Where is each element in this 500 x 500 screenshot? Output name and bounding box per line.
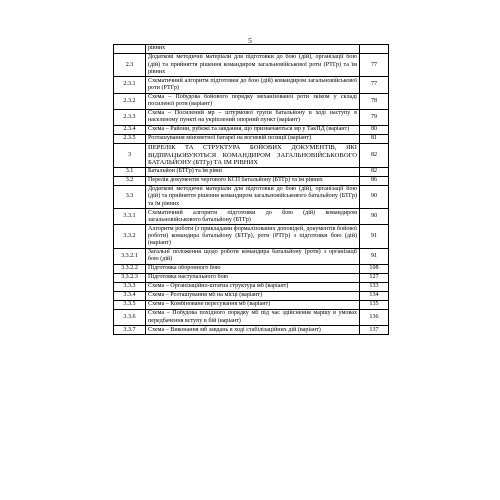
page-reference: 135: [360, 300, 389, 309]
page-reference: 77: [360, 77, 389, 93]
toc-row: [114, 274, 389, 283]
section-title: ПЕРЕЛІК ТА СТРУКТУРА БОЙОВИХ ДОКУМЕНТІВ, ЯКІ ВІДПРАЦЬОВУЮТЬСЯ КОМАНДИРОМ ЗАГАЛЬНОВІЙСЬКОВОГО БАТАЛЬЙОНУ (БТГр) ТА ІМ РІВНИХ: [146, 143, 360, 167]
page-reference: 127: [360, 274, 389, 283]
section-title: Перелік документів чергового КСП батальйону (БТГр) та їм рівних: [146, 176, 360, 185]
page-reference: 86: [360, 176, 389, 185]
section-number: 2.3.5: [114, 134, 146, 143]
toc-row: [114, 53, 389, 76]
toc-row: [114, 309, 389, 325]
table-of-contents: [113, 44, 389, 335]
toc-row: [114, 134, 389, 143]
section-number: 3.3.2: [114, 225, 146, 248]
page-reference: [360, 45, 389, 54]
toc-row: [114, 225, 389, 248]
section-title: Розташування мінометної батареї на вогневій позиції (варіант): [146, 134, 360, 143]
section-title: Батальйон (БТГр) та їм рівні: [146, 167, 360, 176]
section-number: 2.3: [114, 53, 146, 76]
page-reference: 79: [360, 109, 389, 125]
page-reference: 90: [360, 185, 389, 208]
section-title: Схема – Розташування мб на місці (варіант): [146, 291, 360, 300]
toc-row: [114, 326, 389, 335]
toc-row: [114, 248, 389, 264]
page-reference: 136: [360, 309, 389, 325]
section-number: 3.3.7: [114, 326, 146, 335]
toc-row: [114, 93, 389, 109]
section-number: 3.1: [114, 167, 146, 176]
section-number: 3: [114, 143, 146, 167]
page-reference: 91: [360, 248, 389, 264]
section-number: 3.2: [114, 176, 146, 185]
page-reference: 77: [360, 53, 389, 76]
page-reference: 80: [360, 125, 389, 134]
page-reference: 91: [360, 225, 389, 248]
section-number: 3.3.1: [114, 209, 146, 225]
section-title: Загальні положення щодо роботи командира батальйону (роти) з організації бою (дій): [146, 248, 360, 264]
section-title: Схема – Організаційно-штатна структура мб (варіант): [146, 283, 360, 292]
page-reference: 134: [360, 291, 389, 300]
section-number: 3.3.5: [114, 300, 146, 309]
section-title: Схема – Комбіноване пересування мб (варіант): [146, 300, 360, 309]
section-title: Схема – Побудова похідного порядку мб під час здійснення маршу в умовах передбачення вступу в бій (варіант): [146, 309, 360, 325]
section-title: Схема – Райони, рубежі та завдання, що призначаються мр у ТакПД (варіант): [146, 125, 360, 134]
section-number: 3.3.2.3: [114, 274, 146, 283]
section-title: Підготовка наступального бою: [146, 274, 360, 283]
section-number: 3.3.2.2: [114, 265, 146, 274]
toc-row: [114, 143, 389, 167]
toc-row: [114, 167, 389, 176]
page-reference: 82: [360, 167, 389, 176]
section-title: Схема – Посилений мр – штурмової групи батальйону в ході наступу в населеному пункті на укріплений опорний пункт (варіант): [146, 109, 360, 125]
toc-row: [114, 45, 389, 54]
page-reference: 82: [360, 143, 389, 167]
section-title: Алгоритм роботи (з прикладами формалізованих доповідей, документів бойової роботи) командира батальйону (БТГр), роти (РТГр) з підготовки бою (дій) (варіант): [146, 225, 360, 248]
page-reference: 137: [360, 326, 389, 335]
page-reference: 81: [360, 134, 389, 143]
section-number: 3.3: [114, 185, 146, 208]
section-title: Додаткові методичні матеріали для підготовки до бою (дій), організації бою (дій) та прийняття рішення командиром загальновійськового батальйону (БТГр) та їм рівних: [146, 185, 360, 208]
toc-row: [114, 300, 389, 309]
section-title: Підготовка оборонного бою: [146, 265, 360, 274]
section-title: Схематичний алгоритм підготовки до бою (дій) командиром загальновійськового батальйону (БТГр): [146, 209, 360, 225]
toc-row: [114, 125, 389, 134]
page-reference: 133: [360, 283, 389, 292]
section-number: 3.3.4: [114, 291, 146, 300]
section-number: 3.3.3: [114, 283, 146, 292]
section-number: 2.3.3: [114, 109, 146, 125]
toc-row: [114, 109, 389, 125]
section-title: Схема – Побудова бойового порядку механізованої роти зкіком у складі посиленої роти (варіант): [146, 93, 360, 109]
page-reference: 78: [360, 93, 389, 109]
section-title: Схема – Виконання мб завдань в ході стабілізаційних дій (варіант): [146, 326, 360, 335]
section-title: Додаткові методичні матеріали для підготовки до бою (дій), організації бою (дій) та прийняття рішення командиром загальновійськової роти (РТГр) та їм рівних: [146, 53, 360, 76]
section-title: Схематичний алгоритм підготовки до бою (дій) командиром загальновійськової роти (РТГр): [146, 77, 360, 93]
section-title: рівних: [146, 45, 360, 54]
section-number: 2.3.4: [114, 125, 146, 134]
toc-row: [114, 176, 389, 185]
toc-row: [114, 77, 389, 93]
section-number: 2.3.1: [114, 77, 146, 93]
toc-body: [114, 45, 389, 335]
page-reference: 90: [360, 209, 389, 225]
section-number: [114, 45, 146, 54]
toc-row: [114, 291, 389, 300]
section-number: 2.3.2: [114, 93, 146, 109]
toc-row: [114, 283, 389, 292]
toc-row: [114, 209, 389, 225]
page-reference: 108: [360, 265, 389, 274]
section-number: 3.3.6: [114, 309, 146, 325]
page-number: 5: [248, 36, 252, 45]
section-number: 3.3.2.1: [114, 248, 146, 264]
toc-row: [114, 265, 389, 274]
toc-row: [114, 185, 389, 208]
